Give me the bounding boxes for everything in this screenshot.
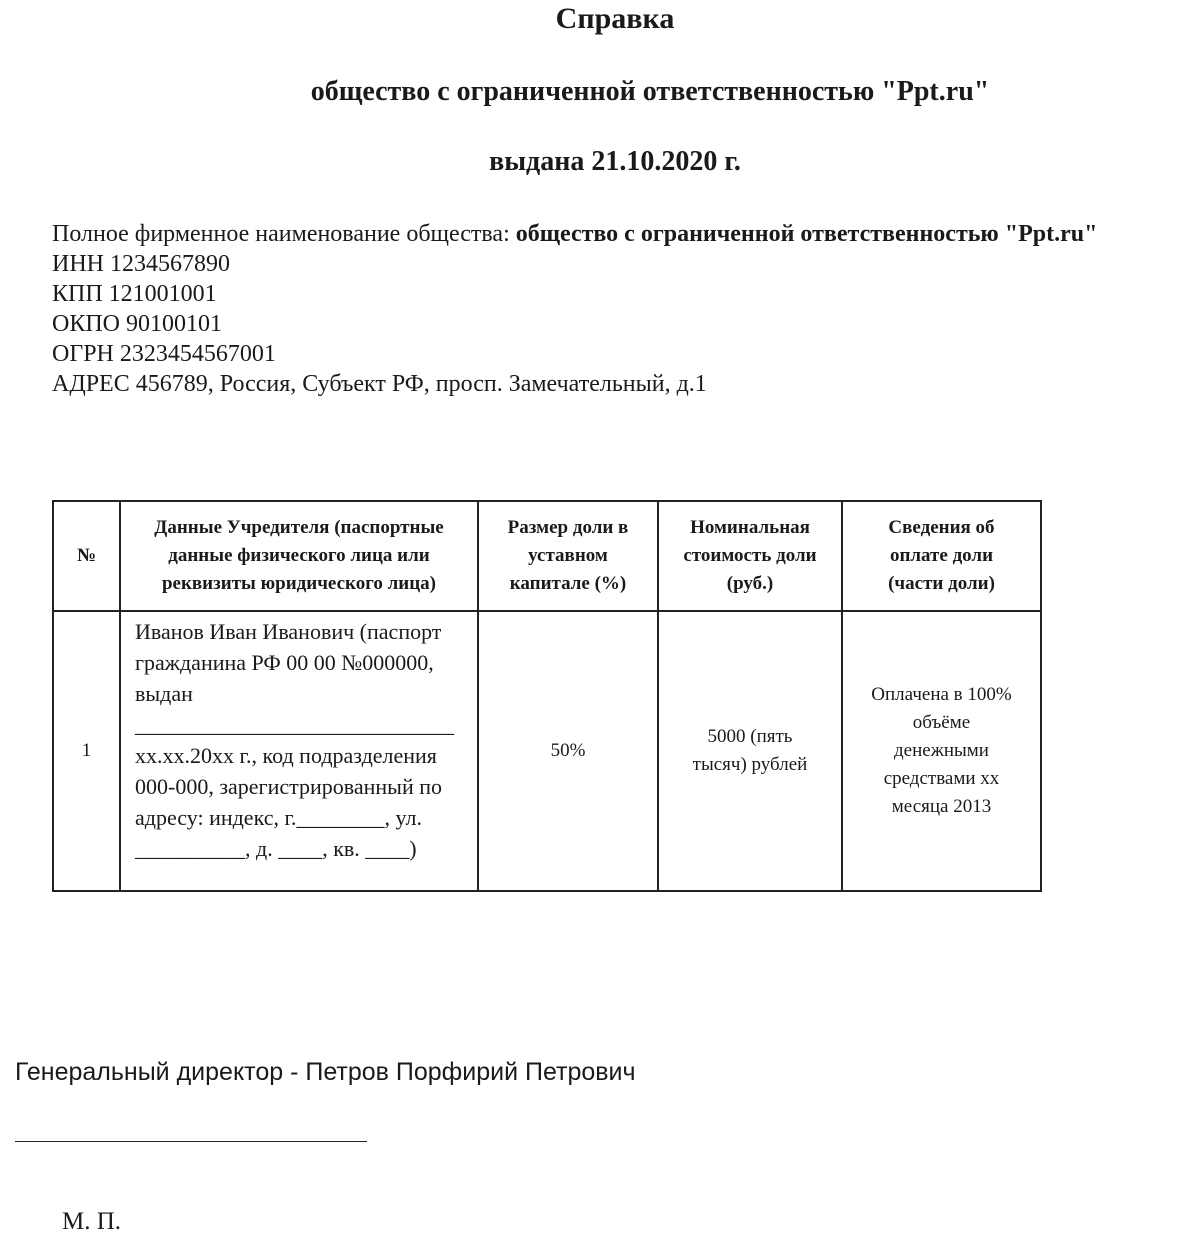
founder-line: Иванов Иван Иванович (паспорт <box>135 619 442 644</box>
founder-line: гражданина РФ 00 00 №000000, <box>135 650 434 675</box>
document-title: Справка <box>555 2 675 35</box>
founder-data <box>120 611 478 891</box>
payment-line: объёме <box>912 712 971 733</box>
founder-line: _____________________________ <box>135 712 454 737</box>
founder-line: 000-000, зарегистрированный по <box>135 774 443 799</box>
signature-line <box>15 1141 367 1142</box>
payment-info <box>842 611 1041 891</box>
header-payment: Сведения об оплате доли (части доли) <box>842 501 1041 611</box>
stamp-placeholder: М. П. <box>62 1208 122 1235</box>
header-number: № <box>53 501 120 611</box>
founders-table <box>52 500 1042 892</box>
header-founder: Данные Учредителя (паспортные данные физического лица или реквизиты юридического лица) <box>120 501 478 611</box>
company-ogrn: ОГРН 2323454567001 <box>52 341 276 367</box>
header-share: Размер доли в уставном капитале (%) <box>478 501 658 611</box>
header-nominal: Номинальная стоимость доли (руб.) <box>658 501 842 611</box>
organization-heading: общество с ограниченной ответственностью "Ppt.ru" <box>310 76 990 107</box>
company-full-name-label: Полное фирменное наименование общества: <box>52 221 516 247</box>
nominal-line: 5000 (пять <box>707 726 793 747</box>
payment-line: Оплачена в 100% <box>871 684 1012 705</box>
table-header-row <box>53 501 1041 611</box>
founder-line: хх.хх.20хх г., код подразделения <box>135 743 437 768</box>
row-number: 1 <box>53 611 120 891</box>
payment-line: денежными <box>894 740 989 761</box>
director-signature-name: Генеральный директор - Петров Порфирий Петрович <box>15 1058 636 1086</box>
share-value: 50% <box>478 611 658 891</box>
company-full-name-value: общество с ограниченной ответственностью "Ppt.ru" <box>515 221 1098 247</box>
company-full-name <box>52 219 1097 249</box>
company-okpo: ОКПО 90100101 <box>52 311 223 337</box>
company-address: АДРЕС 456789, Россия, Субъект РФ, просп. Замечательный, д.1 <box>52 371 707 397</box>
company-inn: ИНН 1234567890 <box>52 251 230 277</box>
payment-line: средствами хх <box>883 768 1000 789</box>
nominal-line: тысяч) рублей <box>692 754 808 775</box>
founder-line: __________, д. ____, кв. ____) <box>135 836 417 861</box>
founder-line: выдан <box>135 681 193 706</box>
company-kpp: КПП 121001001 <box>52 281 217 307</box>
nominal-value <box>658 611 842 891</box>
founder-line: адресу: индекс, г.________, ул. <box>135 805 423 830</box>
issue-date: выдана 21.10.2020 г. <box>489 146 741 177</box>
table-row <box>53 611 1041 891</box>
payment-line: месяца 2013 <box>891 796 992 817</box>
